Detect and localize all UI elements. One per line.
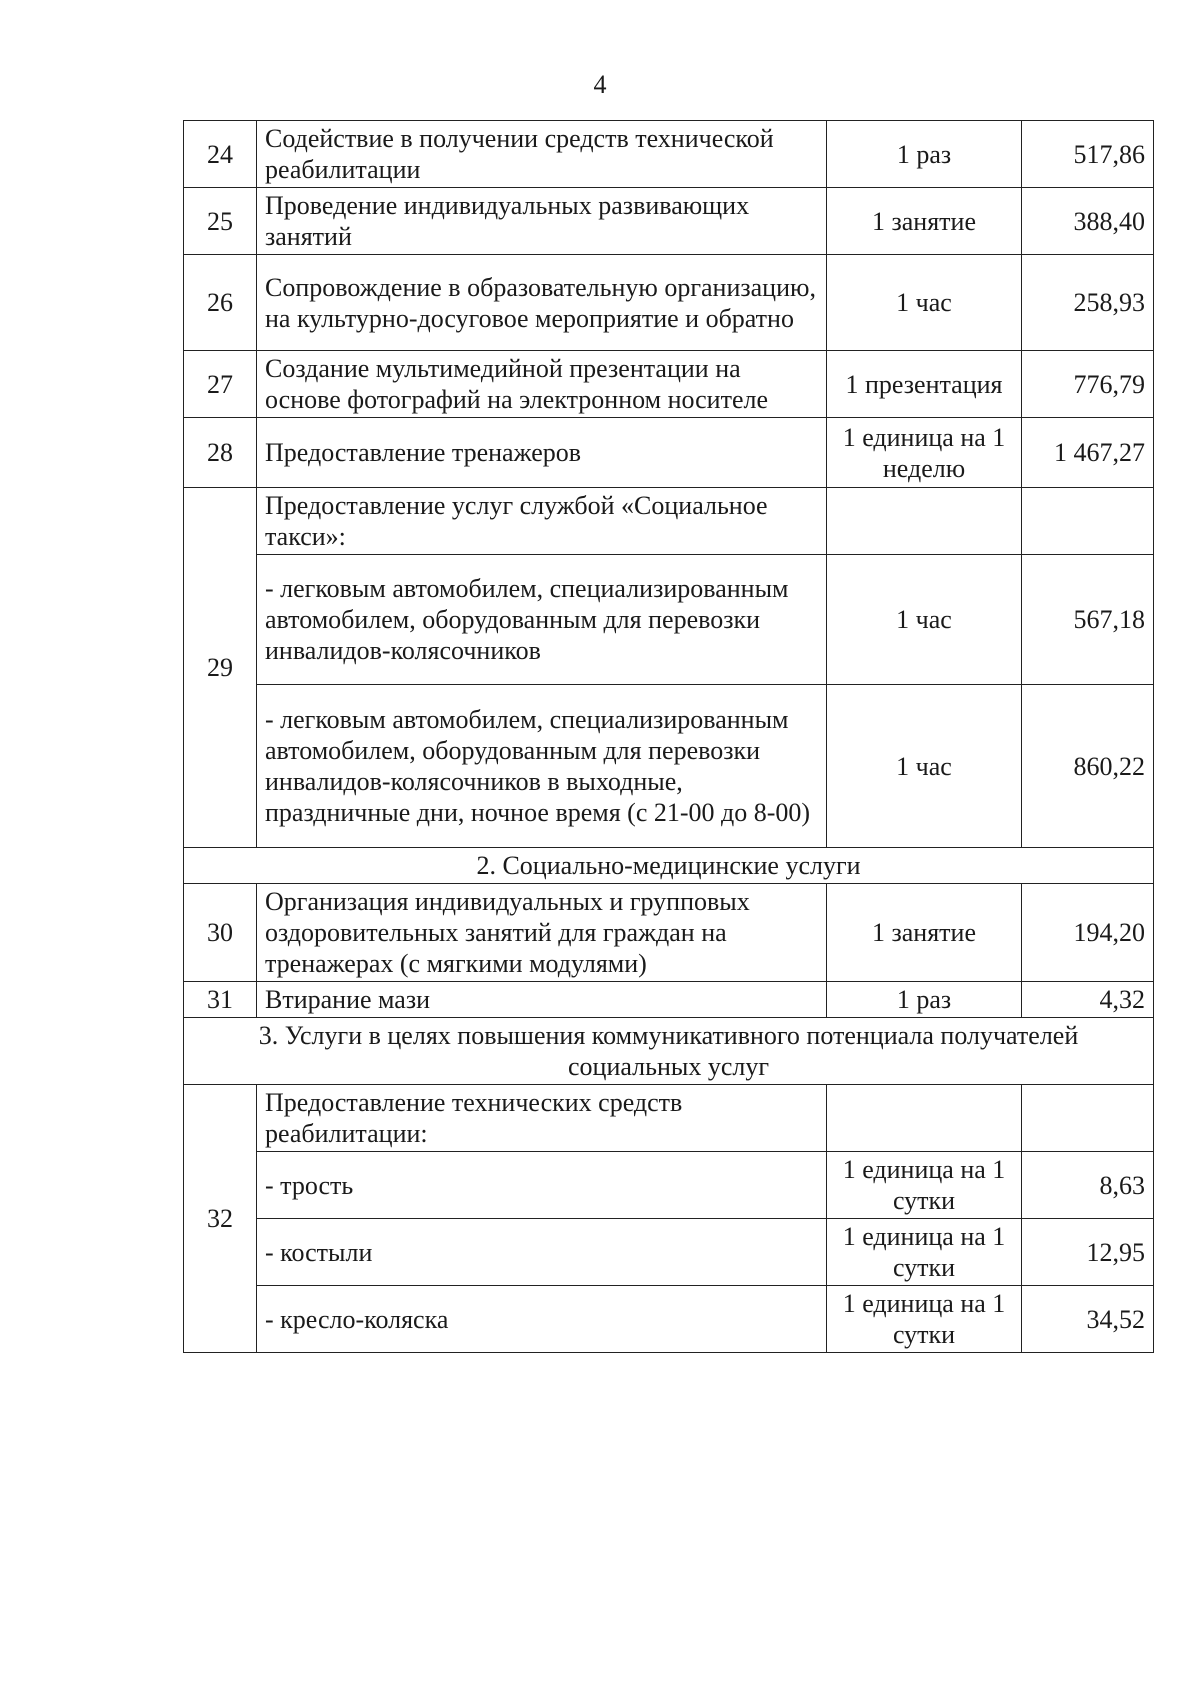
table-row bbox=[184, 418, 1154, 488]
service-name: Создание мультимедийной презентации на основе фотографий на электронном носителе bbox=[257, 351, 827, 418]
service-name: Сопровождение в образовательную организацию, на культурно-досуговое мероприятие и обратно bbox=[257, 255, 827, 351]
service-name: Втирание мази bbox=[257, 982, 827, 1018]
row-number: 27 bbox=[184, 351, 257, 418]
service-unit: 1 раз bbox=[827, 121, 1022, 188]
service-unit: 1 единица на 1 сутки bbox=[827, 1219, 1022, 1286]
empty-cell bbox=[827, 1085, 1022, 1152]
service-unit: 1 единица на 1 сутки bbox=[827, 1152, 1022, 1219]
service-price: 860,22 bbox=[1022, 685, 1154, 848]
service-price: 567,18 bbox=[1022, 555, 1154, 685]
table-row bbox=[184, 121, 1154, 188]
row-number: 29 bbox=[184, 488, 257, 848]
service-price: 12,95 bbox=[1022, 1219, 1154, 1286]
service-name: Предоставление технических средств реабилитации: bbox=[257, 1085, 827, 1152]
service-price: 1 467,27 bbox=[1022, 418, 1154, 488]
table-row bbox=[184, 488, 1154, 555]
empty-cell bbox=[1022, 488, 1154, 555]
table-row bbox=[184, 884, 1154, 982]
service-price: 776,79 bbox=[1022, 351, 1154, 418]
table-row bbox=[184, 982, 1154, 1018]
section-title: 2. Социально-медицинские услуги bbox=[184, 848, 1154, 884]
service-unit: 1 час bbox=[827, 255, 1022, 351]
service-name: - легковым автомобилем, специализированным автомобилем, оборудованным для перевозки инвалидов-колясочников bbox=[257, 555, 827, 685]
section-title: 3. Услуги в целях повышения коммуникативного потенциала получателей социальных услуг bbox=[184, 1018, 1154, 1085]
service-unit: 1 час bbox=[827, 555, 1022, 685]
service-name: Организация индивидуальных и групповых оздоровительных занятий для граждан на тренажерах (с мягкими модулями) bbox=[257, 884, 827, 982]
service-price: 388,40 bbox=[1022, 188, 1154, 255]
table-row bbox=[184, 685, 1154, 848]
service-name: Предоставление услуг службой «Социальное такси»: bbox=[257, 488, 827, 555]
service-name: Проведение индивидуальных развивающих занятий bbox=[257, 188, 827, 255]
row-number: 24 bbox=[184, 121, 257, 188]
service-price: 4,32 bbox=[1022, 982, 1154, 1018]
service-name: - трость bbox=[257, 1152, 827, 1219]
table-row bbox=[184, 351, 1154, 418]
service-unit: 1 занятие bbox=[827, 884, 1022, 982]
empty-cell bbox=[827, 488, 1022, 555]
table-row bbox=[184, 1286, 1154, 1353]
service-unit: 1 презентация bbox=[827, 351, 1022, 418]
service-price: 258,93 bbox=[1022, 255, 1154, 351]
service-name: - кресло-коляска bbox=[257, 1286, 827, 1353]
service-price: 517,86 bbox=[1022, 121, 1154, 188]
service-price: 34,52 bbox=[1022, 1286, 1154, 1353]
row-number: 28 bbox=[184, 418, 257, 488]
service-unit: 1 единица на 1 сутки bbox=[827, 1286, 1022, 1353]
service-price: 8,63 bbox=[1022, 1152, 1154, 1219]
row-number: 32 bbox=[184, 1085, 257, 1353]
table-row bbox=[184, 1219, 1154, 1286]
row-number: 31 bbox=[184, 982, 257, 1018]
service-price: 194,20 bbox=[1022, 884, 1154, 982]
service-name: Предоставление тренажеров bbox=[257, 418, 827, 488]
table-row bbox=[184, 255, 1154, 351]
service-unit: 1 час bbox=[827, 685, 1022, 848]
service-name: - костыли bbox=[257, 1219, 827, 1286]
price-table bbox=[183, 120, 1154, 1353]
row-number: 30 bbox=[184, 884, 257, 982]
service-unit: 1 занятие bbox=[827, 188, 1022, 255]
empty-cell bbox=[1022, 1085, 1154, 1152]
table-row bbox=[184, 555, 1154, 685]
section-heading bbox=[184, 1018, 1154, 1085]
section-heading bbox=[184, 848, 1154, 884]
service-unit: 1 раз bbox=[827, 982, 1022, 1018]
service-name: - легковым автомобилем, специализированным автомобилем, оборудованным для перевозки инвалидов-колясочников в выходные, праздничные дни, ночное время (с 21-00 до 8-00) bbox=[257, 685, 827, 848]
table-row bbox=[184, 1085, 1154, 1152]
page-number: 4 bbox=[593, 70, 607, 99]
table-row bbox=[184, 188, 1154, 255]
service-name: Содействие в получении средств технической реабилитации bbox=[257, 121, 827, 188]
service-unit: 1 единица на 1 неделю bbox=[827, 418, 1022, 488]
row-number: 25 bbox=[184, 188, 257, 255]
table-row bbox=[184, 1152, 1154, 1219]
row-number: 26 bbox=[184, 255, 257, 351]
